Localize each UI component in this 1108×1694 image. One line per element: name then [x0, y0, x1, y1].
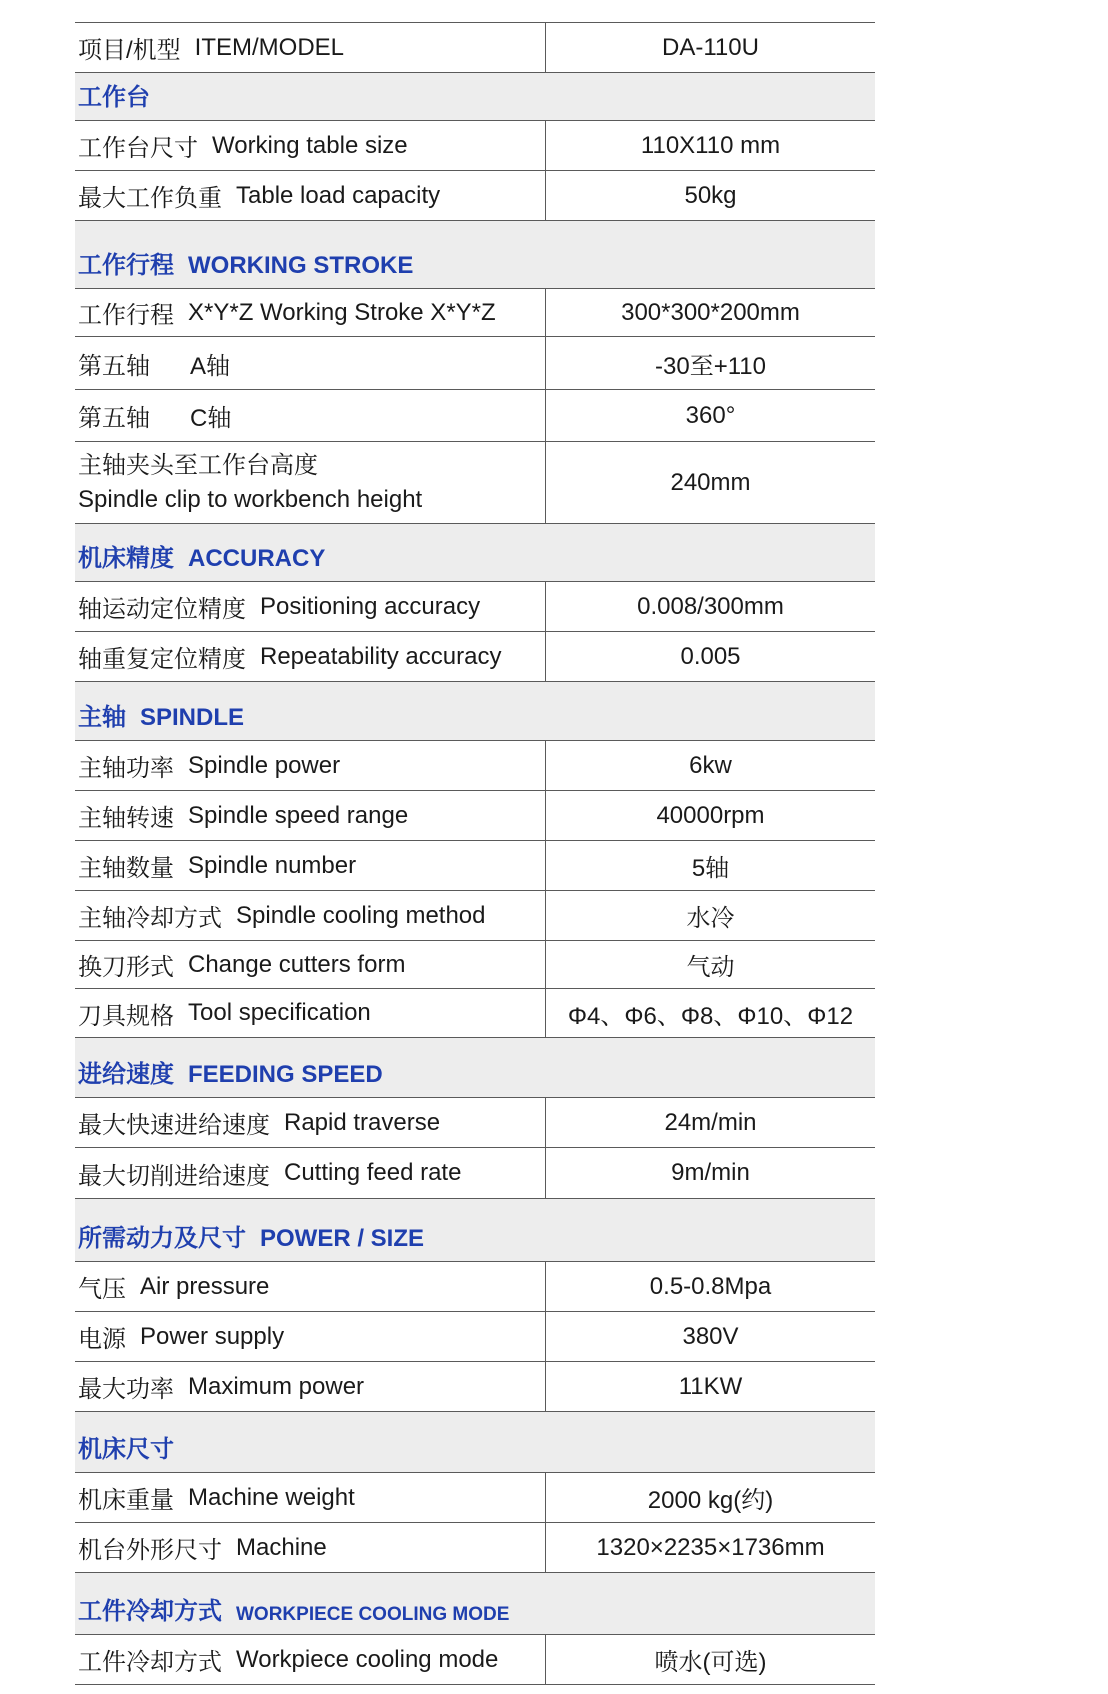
spec-label-zh: 第五轴	[78, 405, 150, 432]
spec-label-zh: 电源	[78, 1326, 126, 1353]
spec-label-zh: 工作台尺寸	[78, 135, 198, 162]
section-header-spindle	[75, 681, 875, 740]
section-title-zh: 机床尺寸	[78, 1436, 174, 1463]
spec-table	[75, 22, 875, 1685]
spec-label-zh: 最大工作负重	[78, 185, 222, 212]
section-title-zh: 所需动力及尺寸	[78, 1225, 246, 1252]
spec-label-zh: 机床重量	[78, 1487, 174, 1514]
model-value: DA-110U	[545, 23, 875, 72]
header-row	[75, 22, 875, 72]
spec-label-en: Change cutters form	[188, 950, 406, 978]
spec-value: 气动	[545, 941, 875, 988]
spec-label-en: Spindle number	[188, 851, 357, 879]
spec-label-zh: 最大功率	[78, 1376, 174, 1403]
spec-label-zh: 主轴功率	[78, 755, 174, 782]
spec-label-en: Machine weight	[188, 1483, 355, 1511]
section-header-machine-size	[75, 1411, 875, 1472]
spec-label-en: Cutting feed rate	[284, 1159, 462, 1186]
spec-label-en: Working table size	[212, 131, 408, 159]
section-header-feeding-speed	[75, 1037, 875, 1097]
spec-row	[75, 1522, 875, 1572]
spec-label-en: X*Y*Z Working Stroke X*Y*Z	[188, 298, 496, 326]
spec-row	[75, 1472, 875, 1522]
spec-label-en: Machine	[236, 1533, 327, 1561]
spec-label-en: Spindle speed range	[188, 801, 409, 829]
spec-label-en: Power supply	[140, 1322, 285, 1350]
spec-value: 11KW	[545, 1362, 875, 1411]
spec-label-en: Workpiece cooling mode	[236, 1645, 499, 1673]
section-title-zh: 工作行程	[78, 252, 174, 279]
spec-value: 110X110 mm	[545, 121, 875, 170]
table-bottom-border	[75, 1684, 875, 1685]
spec-row	[75, 1097, 875, 1147]
section-title-zh: 机床精度	[78, 545, 174, 572]
spec-row	[75, 288, 875, 336]
spec-value: Φ4、Φ6、Φ8、Φ10、Φ12	[545, 989, 875, 1037]
section-title-en: POWER / SIZE	[260, 1225, 425, 1252]
section-title-en: WORKPIECE COOLING MODE	[236, 1604, 510, 1625]
spec-value: 240mm	[545, 442, 875, 523]
section-title-zh: 工作台	[78, 84, 150, 111]
spec-label-en: Spindle cooling method	[236, 901, 486, 929]
spec-value: 24m/min	[545, 1098, 875, 1147]
spec-row	[75, 840, 875, 890]
spec-value: 9m/min	[545, 1148, 875, 1198]
spec-row	[75, 740, 875, 790]
spec-row	[75, 120, 875, 170]
section-title-zh: 主轴	[78, 704, 126, 731]
section-header-power-size	[75, 1198, 875, 1261]
spec-value: 0.005	[545, 632, 875, 681]
spec-value: 40000rpm	[545, 791, 875, 840]
spec-label-en: Positioning accuracy	[260, 592, 481, 620]
spec-label-en: Rapid traverse	[284, 1108, 441, 1136]
spec-label-zh: 气压	[78, 1276, 126, 1303]
spec-label-en: Spindle clip to workbench height	[78, 485, 423, 513]
section-header-worktable	[75, 72, 875, 120]
spec-label-en: Maximum power	[188, 1372, 365, 1400]
spec-label-zh: 最大切削进给速度	[78, 1162, 270, 1190]
spec-label-zh: 第五轴	[78, 352, 150, 380]
section-title-en: ACCURACY	[188, 545, 326, 572]
spec-row	[75, 790, 875, 840]
spec-label-zh: 主轴冷却方式	[78, 905, 222, 932]
section-header-accuracy	[75, 523, 875, 581]
spec-value: -30至+110	[545, 337, 875, 389]
spec-label-en: Repeatability accuracy	[260, 642, 502, 670]
section-header-workpiece-cooling	[75, 1572, 875, 1634]
spec-label-en: Table load capacity	[236, 181, 441, 209]
spec-value: 水冷	[545, 891, 875, 940]
spec-label-zh: 换刀形式	[78, 954, 174, 981]
spec-label-en: Air pressure	[140, 1272, 270, 1300]
section-title-en: SPINDLE	[140, 704, 245, 731]
spec-row	[75, 988, 875, 1037]
spec-label-en: Tool specification	[188, 999, 371, 1026]
spec-row	[75, 631, 875, 681]
right-margin	[908, 0, 1108, 1694]
section-title-en: WORKING STROKE	[188, 252, 414, 279]
spec-label-zh: 最大快速进给速度	[78, 1112, 270, 1139]
section-title-zh: 进给速度	[78, 1061, 174, 1088]
spec-value: 6kw	[545, 741, 875, 790]
spec-row	[75, 890, 875, 940]
spec-row	[75, 1147, 875, 1198]
spec-row	[75, 389, 875, 441]
spec-label-zh: 主轴数量	[78, 855, 174, 882]
spec-label-zh: 主轴转速	[78, 805, 174, 832]
spec-label-zh: 刀具规格	[78, 1002, 174, 1030]
spec-value: 喷水(可选)	[545, 1635, 875, 1684]
header-label-en: ITEM/MODEL	[194, 33, 345, 61]
spec-label-zh: 主轴夹头至工作台高度	[78, 451, 318, 479]
spec-label-en: C轴	[190, 405, 232, 432]
spec-row	[75, 336, 875, 389]
spec-row	[75, 1311, 875, 1361]
spec-label-zh: 工件冷却方式	[78, 1649, 222, 1676]
spec-value: 1320×2235×1736mm	[545, 1523, 875, 1572]
spec-value: 50kg	[545, 171, 875, 220]
spec-row	[75, 170, 875, 220]
spec-label-en: Spindle power	[188, 751, 341, 779]
spec-label-zh: 轴运动定位精度	[78, 596, 246, 623]
spec-row	[75, 940, 875, 988]
spec-value: 2000 kg(约)	[545, 1473, 875, 1522]
spec-row	[75, 1361, 875, 1411]
spec-value: 5轴	[545, 841, 875, 890]
spec-label-en: A轴	[190, 352, 231, 380]
spec-value: 360°	[545, 390, 875, 441]
spec-label-zh: 轴重复定位精度	[78, 646, 246, 673]
spec-value: 380V	[545, 1312, 875, 1361]
spec-value: 300*300*200mm	[545, 289, 875, 336]
spec-row	[75, 441, 875, 523]
spec-row	[75, 1261, 875, 1311]
section-title-zh: 工件冷却方式	[78, 1598, 222, 1625]
spec-row	[75, 581, 875, 631]
section-title-en: FEEDING SPEED	[188, 1061, 383, 1088]
section-header-working-stroke	[75, 220, 875, 288]
spec-row	[75, 1634, 875, 1684]
spec-label-zh: 机台外形尺寸	[78, 1537, 222, 1564]
spec-label-zh: 工作行程	[78, 302, 174, 329]
spec-value: 0.008/300mm	[545, 582, 875, 631]
header-label-zh: 项目/机型	[78, 37, 181, 64]
spec-value: 0.5-0.8Mpa	[545, 1262, 875, 1311]
